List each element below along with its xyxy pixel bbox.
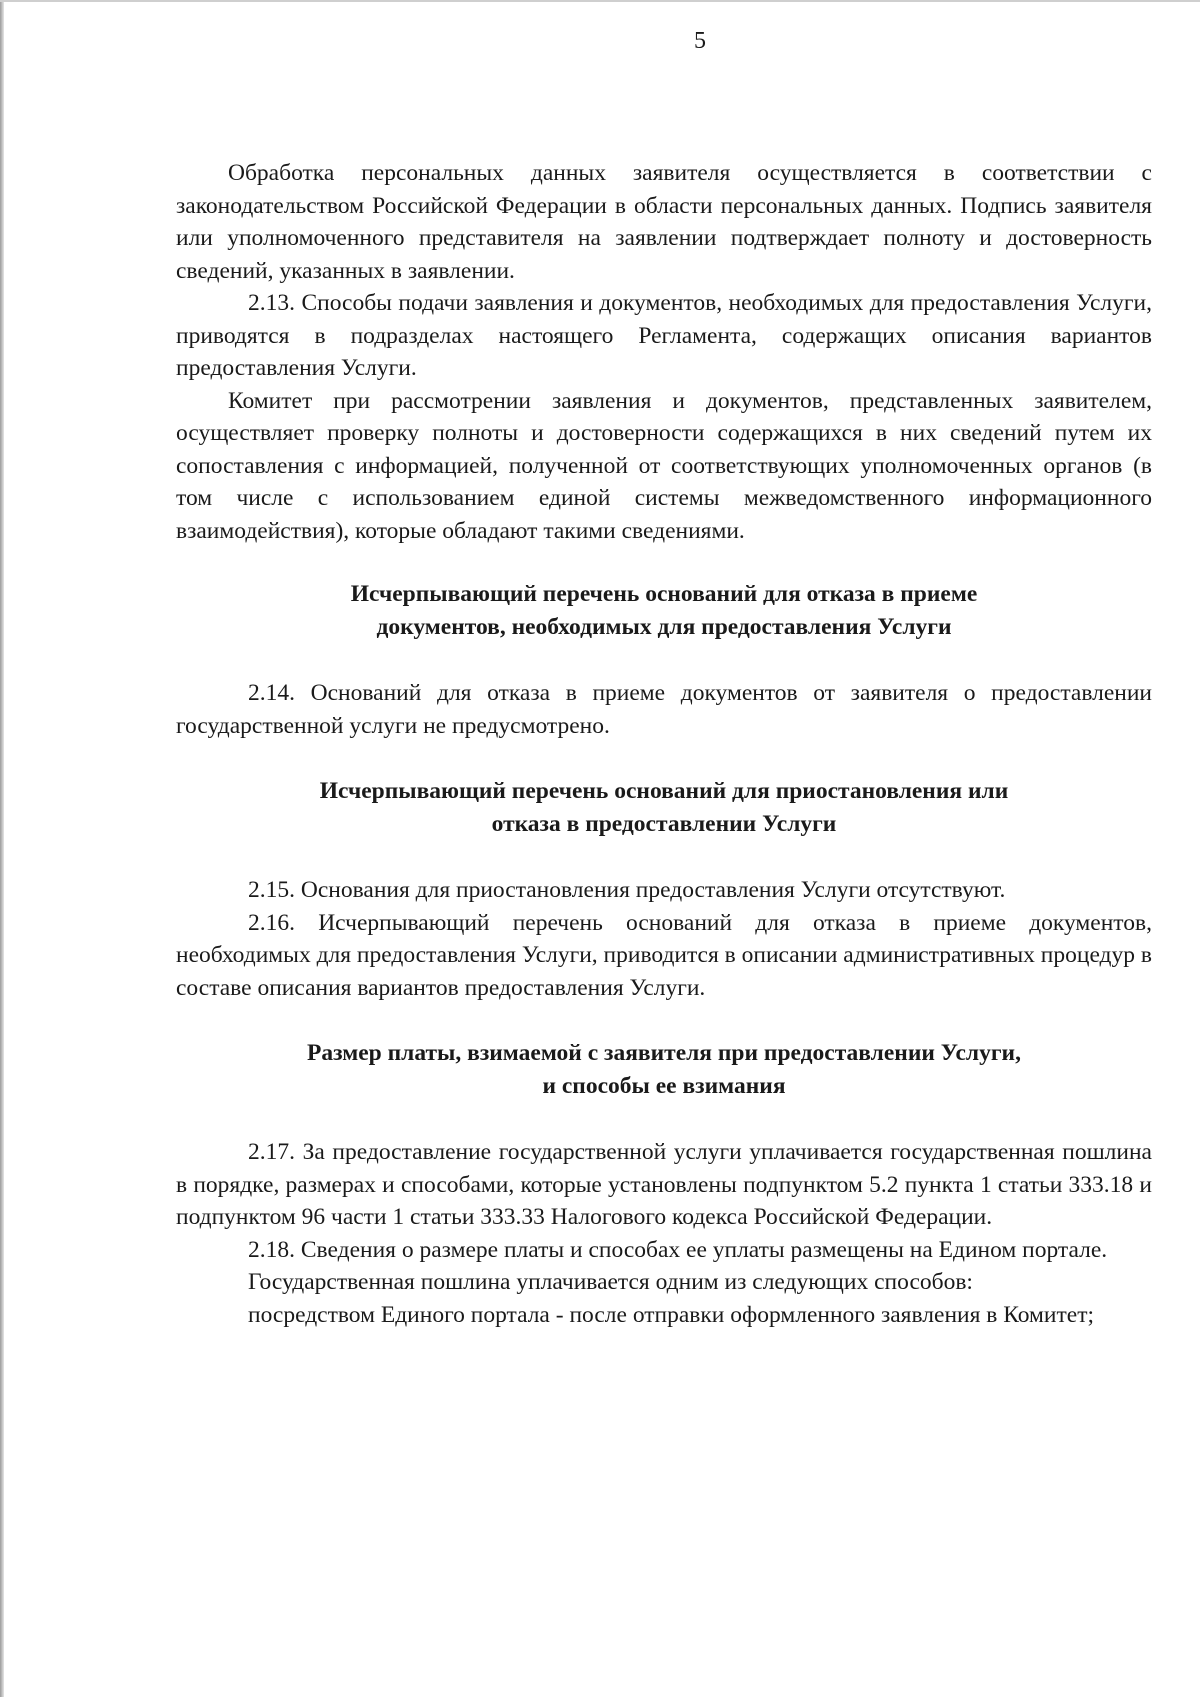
spacer <box>176 547 1152 578</box>
heading-line: отказа в предоставлении Услуги <box>491 811 837 837</box>
heading-line: Размер платы, взимаемой с заявителя при предоставлении Услуги, <box>307 1040 1021 1066</box>
paragraph-2-18: 2.18. Сведения о размере платы и способах ее уплаты размещены на Едином портале. <box>248 1236 1108 1263</box>
paragraph-2-15: 2.15. Основания для приостановления предоставления Услуги отсутствуют. <box>248 877 1006 903</box>
spacer <box>176 742 1152 775</box>
paragraph-2-13: 2.13. Способы подачи заявления и документов, необходимых для предоставления Услуги, приводятся в подразделах настоящего Регламента, содержащих описания вариантов предоставления Услуги. <box>176 290 1152 381</box>
paragraph-fee-methods: Государственная пошлина уплачивается одним из следующих способов: <box>248 1269 973 1295</box>
spacer <box>176 841 1152 874</box>
scan-left-edge <box>0 0 4 1697</box>
section-heading-fee <box>176 1037 1152 1103</box>
paragraph-2-14: 2.14. Оснований для отказа в приеме документов от заявителя о предоставлении государственной услуги не предусмотрено. <box>176 680 1152 739</box>
paragraph-2-17: 2.17. За предоставление государственной услуги уплачивается государственная пошлина в порядке, размерах и способами, которые установлены подпунктом 5.2 пункта 1 статьи 333.18 и подпунктом 96 части 1 статьи 333.33 Налогового кодекса Российской Федерации. <box>176 1139 1152 1230</box>
paragraph-portal-method: посредством Единого портала - после отправки оформленного заявления в Комитет; <box>248 1301 1094 1328</box>
document-body <box>176 157 1152 1331</box>
scan-top-edge <box>0 0 1200 2</box>
paragraph-committee-check: Комитет при рассмотрении заявления и документов, представленных заявителем, осуществляет проверку полноты и достоверности содержащихся в них сведений путем их сопоставления с информацией, полученной от соответствующих уполномоченных органов (в том числе с использованием единой системы межведомственного информационного взаимодействия), которые обладают такими сведениями. <box>176 387 1152 544</box>
spacer <box>176 1004 1152 1037</box>
paragraph-2-16: 2.16. Исчерпывающий перечень оснований для отказа в приеме документов, необходимых для предоставления Услуги, приводится в описании административных процедур в составе описания вариантов предоставления Услуги. <box>176 909 1152 1001</box>
heading-line: Исчерпывающий перечень оснований для отказа в приеме <box>350 581 978 607</box>
heading-line: документов, необходимых для предоставления Услуги <box>376 614 952 640</box>
heading-line: Исчерпывающий перечень оснований для приостановления или <box>319 778 1009 804</box>
spacer <box>176 1103 1152 1136</box>
section-heading-refusal-acceptance <box>176 578 1152 644</box>
page-number: 5 <box>694 28 706 54</box>
heading-line: и способы ее взимания <box>542 1073 786 1099</box>
paragraph-personal-data: Обработка персональных данных заявителя осуществляется в соответствии с законодательством Российской Федерации в области персональных данных. Подпись заявителя или уполномоченного представителя на заявлении подтверждает полноту и достоверность сведений, указанных в заявлении. <box>176 160 1152 284</box>
section-heading-suspension <box>176 775 1152 841</box>
spacer <box>176 644 1152 677</box>
